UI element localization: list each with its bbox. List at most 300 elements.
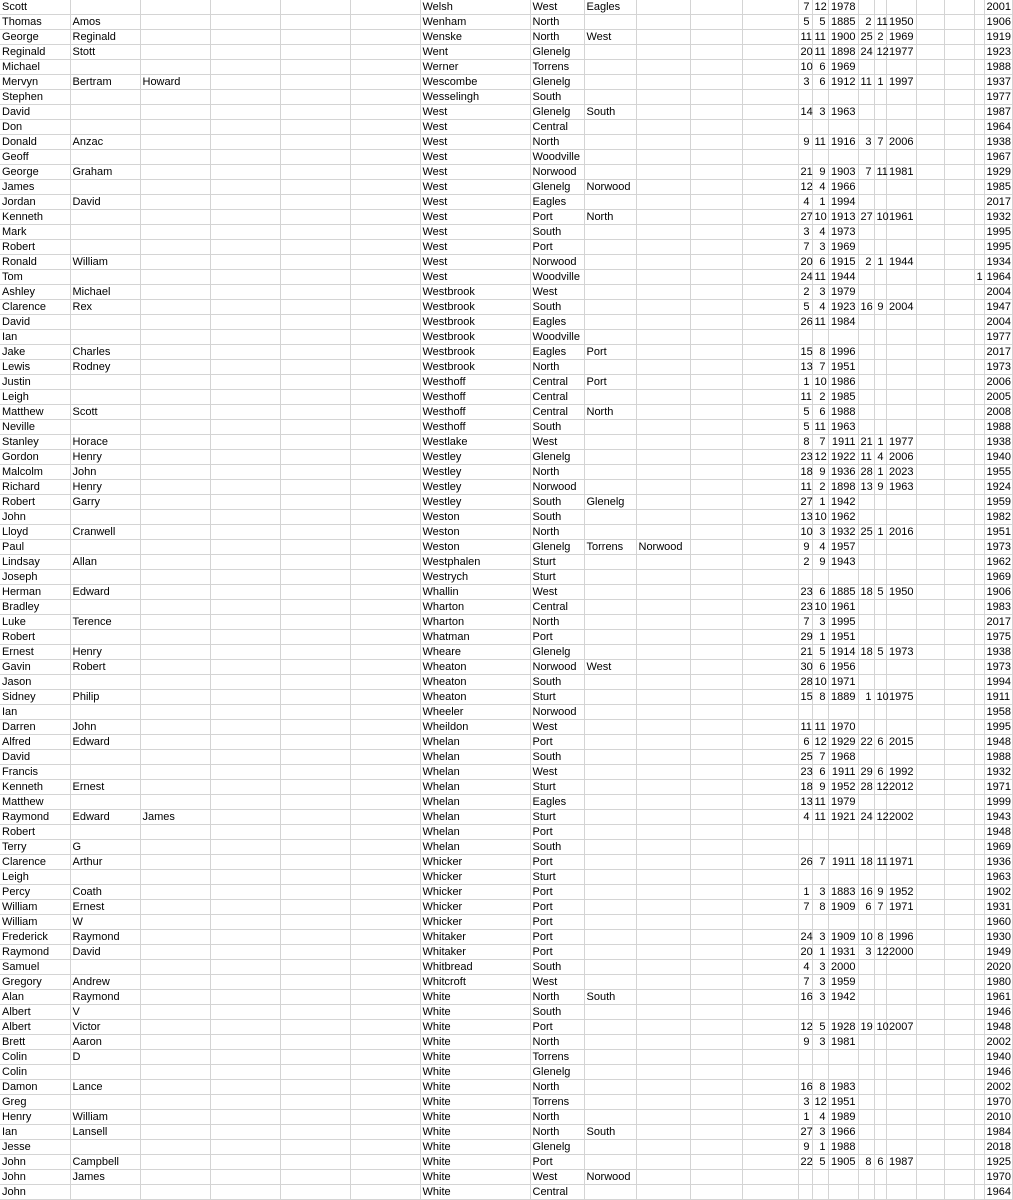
cell[interactable]: William	[0, 915, 70, 930]
cell[interactable]: 1988	[984, 60, 1012, 75]
cell[interactable]: North	[584, 210, 636, 225]
cell[interactable]	[584, 330, 636, 345]
cell[interactable]	[584, 120, 636, 135]
cell[interactable]	[584, 900, 636, 915]
cell[interactable]	[70, 390, 140, 405]
cell[interactable]: Westphalen	[420, 555, 530, 570]
cell[interactable]	[140, 915, 210, 930]
cell[interactable]	[584, 840, 636, 855]
cell[interactable]	[858, 915, 874, 930]
cell[interactable]	[350, 795, 420, 810]
cell[interactable]	[636, 885, 690, 900]
cell[interactable]	[944, 105, 974, 120]
cell[interactable]: John	[0, 510, 70, 525]
cell[interactable]	[944, 735, 974, 750]
cell[interactable]	[944, 285, 974, 300]
cell[interactable]: Terence	[70, 615, 140, 630]
cell[interactable]: 1	[798, 375, 812, 390]
cell[interactable]	[944, 870, 974, 885]
cell[interactable]	[916, 1050, 944, 1065]
cell[interactable]	[974, 705, 984, 720]
cell[interactable]	[690, 570, 742, 585]
cell[interactable]	[944, 1140, 974, 1155]
cell[interactable]: 1971	[984, 780, 1012, 795]
cell[interactable]: South	[530, 495, 584, 510]
cell[interactable]	[636, 990, 690, 1005]
cell[interactable]	[280, 510, 350, 525]
cell[interactable]	[874, 1080, 886, 1095]
cell[interactable]: 11	[874, 15, 886, 30]
cell[interactable]: Whatman	[420, 630, 530, 645]
cell[interactable]	[916, 300, 944, 315]
cell[interactable]	[690, 1065, 742, 1080]
cell[interactable]	[690, 210, 742, 225]
cell[interactable]: Greg	[0, 1095, 70, 1110]
cell[interactable]	[210, 645, 280, 660]
cell[interactable]	[858, 1140, 874, 1155]
cell[interactable]: 1883	[828, 885, 858, 900]
cell[interactable]	[916, 210, 944, 225]
cell[interactable]	[280, 495, 350, 510]
cell[interactable]	[812, 1005, 828, 1020]
cell[interactable]	[874, 825, 886, 840]
cell[interactable]	[350, 75, 420, 90]
cell[interactable]: Whicker	[420, 855, 530, 870]
cell[interactable]: Robert	[0, 240, 70, 255]
cell[interactable]	[350, 375, 420, 390]
cell[interactable]: David	[70, 195, 140, 210]
cell[interactable]: 3	[812, 1035, 828, 1050]
cell[interactable]	[140, 30, 210, 45]
cell[interactable]	[636, 210, 690, 225]
cell[interactable]: Damon	[0, 1080, 70, 1095]
cell[interactable]: 3	[812, 885, 828, 900]
cell[interactable]	[874, 495, 886, 510]
cell[interactable]	[690, 765, 742, 780]
cell[interactable]	[874, 870, 886, 885]
cell[interactable]	[944, 690, 974, 705]
cell[interactable]	[584, 615, 636, 630]
cell[interactable]: 1988	[828, 1140, 858, 1155]
cell[interactable]	[886, 495, 916, 510]
cell[interactable]	[742, 345, 798, 360]
cell[interactable]: 12	[798, 180, 812, 195]
cell[interactable]: Terry	[0, 840, 70, 855]
cell[interactable]	[944, 165, 974, 180]
cell[interactable]	[690, 825, 742, 840]
cell[interactable]	[886, 420, 916, 435]
cell[interactable]	[916, 165, 944, 180]
cell[interactable]: 10	[798, 525, 812, 540]
cell[interactable]	[70, 825, 140, 840]
cell[interactable]: 2010	[984, 1110, 1012, 1125]
cell[interactable]: 11	[812, 45, 828, 60]
cell[interactable]	[690, 60, 742, 75]
cell[interactable]	[210, 885, 280, 900]
cell[interactable]	[584, 300, 636, 315]
cell[interactable]	[974, 825, 984, 840]
cell[interactable]: Bertram	[70, 75, 140, 90]
cell[interactable]	[874, 345, 886, 360]
cell[interactable]	[974, 360, 984, 375]
cell[interactable]: G	[70, 840, 140, 855]
cell[interactable]: 3	[812, 105, 828, 120]
cell[interactable]	[886, 225, 916, 240]
cell[interactable]	[690, 390, 742, 405]
cell[interactable]	[690, 600, 742, 615]
cell[interactable]	[636, 30, 690, 45]
cell[interactable]: Stanley	[0, 435, 70, 450]
cell[interactable]: Sturt	[530, 555, 584, 570]
cell[interactable]: Whicker	[420, 900, 530, 915]
cell[interactable]: Arthur	[70, 855, 140, 870]
cell[interactable]: 3	[858, 945, 874, 960]
cell[interactable]	[858, 150, 874, 165]
cell[interactable]	[916, 510, 944, 525]
cell[interactable]: North	[530, 1125, 584, 1140]
cell[interactable]	[636, 1065, 690, 1080]
cell[interactable]	[280, 555, 350, 570]
cell[interactable]	[742, 270, 798, 285]
cell[interactable]: 1942	[828, 495, 858, 510]
cell[interactable]	[874, 1110, 886, 1125]
cell[interactable]	[280, 735, 350, 750]
cell[interactable]	[584, 465, 636, 480]
cell[interactable]: 1937	[984, 75, 1012, 90]
cell[interactable]	[584, 315, 636, 330]
cell[interactable]	[210, 765, 280, 780]
cell[interactable]: 5	[798, 300, 812, 315]
cell[interactable]	[140, 45, 210, 60]
cell[interactable]	[916, 960, 944, 975]
cell[interactable]: 1916	[828, 135, 858, 150]
cell[interactable]	[636, 705, 690, 720]
cell[interactable]: 1963	[828, 420, 858, 435]
cell[interactable]	[812, 90, 828, 105]
cell[interactable]	[350, 720, 420, 735]
cell[interactable]	[70, 315, 140, 330]
cell[interactable]	[886, 360, 916, 375]
cell[interactable]	[974, 150, 984, 165]
cell[interactable]	[742, 645, 798, 660]
cell[interactable]	[140, 300, 210, 315]
cell[interactable]	[812, 1065, 828, 1080]
cell[interactable]	[974, 915, 984, 930]
cell[interactable]	[350, 1095, 420, 1110]
cell[interactable]	[828, 840, 858, 855]
cell[interactable]	[690, 705, 742, 720]
cell[interactable]: South	[530, 675, 584, 690]
cell[interactable]: 11	[812, 810, 828, 825]
cell[interactable]	[210, 615, 280, 630]
cell[interactable]	[742, 915, 798, 930]
cell[interactable]: 1938	[984, 435, 1012, 450]
cell[interactable]	[210, 285, 280, 300]
cell[interactable]	[858, 1035, 874, 1050]
cell[interactable]	[944, 660, 974, 675]
cell[interactable]	[350, 1080, 420, 1095]
cell[interactable]: 1909	[828, 930, 858, 945]
cell[interactable]	[350, 270, 420, 285]
cell[interactable]	[742, 450, 798, 465]
cell[interactable]	[210, 480, 280, 495]
cell[interactable]: Aaron	[70, 1035, 140, 1050]
cell[interactable]: Edward	[70, 735, 140, 750]
cell[interactable]	[944, 1185, 974, 1200]
cell[interactable]	[916, 645, 944, 660]
cell[interactable]	[210, 585, 280, 600]
cell[interactable]	[584, 855, 636, 870]
cell[interactable]	[742, 870, 798, 885]
cell[interactable]: Westley	[420, 480, 530, 495]
cell[interactable]	[210, 75, 280, 90]
cell[interactable]: 6	[812, 765, 828, 780]
cell[interactable]	[350, 915, 420, 930]
cell[interactable]: 13	[798, 795, 812, 810]
cell[interactable]: West	[530, 435, 584, 450]
cell[interactable]	[584, 510, 636, 525]
cell[interactable]: Ashley	[0, 285, 70, 300]
cell[interactable]	[636, 1110, 690, 1125]
cell[interactable]: South	[530, 960, 584, 975]
cell[interactable]	[974, 900, 984, 915]
cell[interactable]	[70, 120, 140, 135]
cell[interactable]	[944, 810, 974, 825]
cell[interactable]	[828, 570, 858, 585]
cell[interactable]	[584, 1020, 636, 1035]
cell[interactable]	[70, 375, 140, 390]
cell[interactable]	[944, 45, 974, 60]
cell[interactable]	[584, 585, 636, 600]
cell[interactable]	[742, 990, 798, 1005]
cell[interactable]	[210, 435, 280, 450]
cell[interactable]	[350, 105, 420, 120]
cell[interactable]	[858, 825, 874, 840]
cell[interactable]: 6	[874, 765, 886, 780]
cell[interactable]	[350, 1050, 420, 1065]
cell[interactable]	[636, 870, 690, 885]
cell[interactable]	[858, 1050, 874, 1065]
cell[interactable]: George	[0, 30, 70, 45]
cell[interactable]	[798, 570, 812, 585]
cell[interactable]	[280, 1110, 350, 1125]
cell[interactable]: 7	[798, 615, 812, 630]
cell[interactable]	[636, 525, 690, 540]
cell[interactable]: 1938	[984, 135, 1012, 150]
cell[interactable]	[140, 1080, 210, 1095]
cell[interactable]: 2	[798, 555, 812, 570]
cell[interactable]: 1905	[828, 1155, 858, 1170]
cell[interactable]	[874, 0, 886, 15]
cell[interactable]: 4	[798, 810, 812, 825]
cell[interactable]	[974, 510, 984, 525]
cell[interactable]: Michael	[70, 285, 140, 300]
cell[interactable]	[974, 585, 984, 600]
cell[interactable]: Edward	[70, 585, 140, 600]
cell[interactable]	[858, 870, 874, 885]
cell[interactable]	[886, 1080, 916, 1095]
cell[interactable]	[140, 975, 210, 990]
cell[interactable]: 3	[798, 1095, 812, 1110]
cell[interactable]: Westrych	[420, 570, 530, 585]
cell[interactable]: Ernest	[0, 645, 70, 660]
cell[interactable]	[350, 45, 420, 60]
cell[interactable]	[944, 1050, 974, 1065]
cell[interactable]: 2	[874, 30, 886, 45]
cell[interactable]	[742, 780, 798, 795]
cell[interactable]	[690, 510, 742, 525]
cell[interactable]: 1959	[828, 975, 858, 990]
cell[interactable]: John	[0, 1155, 70, 1170]
cell[interactable]	[636, 675, 690, 690]
cell[interactable]	[636, 645, 690, 660]
cell[interactable]: 1950	[886, 585, 916, 600]
cell[interactable]	[742, 135, 798, 150]
cell[interactable]	[742, 525, 798, 540]
cell[interactable]: 2	[812, 480, 828, 495]
cell[interactable]	[690, 450, 742, 465]
cell[interactable]	[742, 675, 798, 690]
cell[interactable]	[280, 855, 350, 870]
cell[interactable]: 1948	[984, 1020, 1012, 1035]
cell[interactable]: Wescombe	[420, 75, 530, 90]
cell[interactable]	[974, 15, 984, 30]
cell[interactable]	[280, 1035, 350, 1050]
cell[interactable]	[858, 540, 874, 555]
cell[interactable]: 9	[812, 555, 828, 570]
cell[interactable]: 6	[812, 255, 828, 270]
cell[interactable]: Port	[530, 1155, 584, 1170]
cell[interactable]	[210, 150, 280, 165]
cell[interactable]: 11	[858, 75, 874, 90]
cell[interactable]	[690, 1095, 742, 1110]
cell[interactable]: 1932	[984, 765, 1012, 780]
cell[interactable]: Woodville	[530, 270, 584, 285]
cell[interactable]	[858, 960, 874, 975]
cell[interactable]	[974, 1170, 984, 1185]
cell[interactable]	[742, 195, 798, 210]
cell[interactable]: 1980	[984, 975, 1012, 990]
cell[interactable]: John	[70, 720, 140, 735]
cell[interactable]: 1947	[984, 300, 1012, 315]
cell[interactable]: 1958	[984, 705, 1012, 720]
cell[interactable]	[886, 915, 916, 930]
cell[interactable]: Henry	[0, 1110, 70, 1125]
cell[interactable]: South	[530, 90, 584, 105]
cell[interactable]	[742, 1155, 798, 1170]
cell[interactable]	[140, 675, 210, 690]
cell[interactable]	[140, 1050, 210, 1065]
cell[interactable]: South	[530, 420, 584, 435]
cell[interactable]: Francis	[0, 765, 70, 780]
cell[interactable]: 30	[798, 660, 812, 675]
cell[interactable]: Graham	[70, 165, 140, 180]
cell[interactable]	[690, 120, 742, 135]
cell[interactable]	[584, 705, 636, 720]
cell[interactable]	[916, 690, 944, 705]
cell[interactable]: Westbrook	[420, 360, 530, 375]
cell[interactable]: 18	[798, 780, 812, 795]
cell[interactable]: Alfred	[0, 735, 70, 750]
cell[interactable]	[350, 420, 420, 435]
cell[interactable]	[874, 1140, 886, 1155]
cell[interactable]	[210, 1065, 280, 1080]
cell[interactable]: Stott	[70, 45, 140, 60]
cell[interactable]: 6	[812, 660, 828, 675]
cell[interactable]: 1885	[828, 585, 858, 600]
cell[interactable]: 5	[874, 585, 886, 600]
cell[interactable]	[944, 1095, 974, 1110]
cell[interactable]	[584, 255, 636, 270]
cell[interactable]: 1919	[984, 30, 1012, 45]
cell[interactable]	[280, 1095, 350, 1110]
cell[interactable]	[944, 750, 974, 765]
cell[interactable]	[974, 420, 984, 435]
cell[interactable]	[886, 0, 916, 15]
cell[interactable]: Whallin	[420, 585, 530, 600]
cell[interactable]: Wharton	[420, 615, 530, 630]
cell[interactable]	[944, 465, 974, 480]
cell[interactable]: W	[70, 915, 140, 930]
cell[interactable]	[210, 1140, 280, 1155]
cell[interactable]: Glenelg	[530, 75, 584, 90]
cell[interactable]	[916, 195, 944, 210]
cell[interactable]	[690, 645, 742, 660]
cell[interactable]: 1966	[828, 1125, 858, 1140]
cell[interactable]	[140, 780, 210, 795]
cell[interactable]	[350, 555, 420, 570]
cell[interactable]	[636, 240, 690, 255]
cell[interactable]: Eagles	[530, 795, 584, 810]
cell[interactable]	[140, 750, 210, 765]
cell[interactable]	[916, 795, 944, 810]
cell[interactable]	[280, 705, 350, 720]
cell[interactable]: 7	[812, 435, 828, 450]
cell[interactable]	[280, 795, 350, 810]
cell[interactable]: 1964	[984, 1185, 1012, 1200]
cell[interactable]	[858, 60, 874, 75]
cell[interactable]: Don	[0, 120, 70, 135]
cell[interactable]: 1923	[828, 300, 858, 315]
cell[interactable]	[140, 225, 210, 240]
cell[interactable]	[210, 1125, 280, 1140]
cell[interactable]	[974, 1005, 984, 1020]
cell[interactable]	[140, 615, 210, 630]
cell[interactable]	[874, 540, 886, 555]
cell[interactable]	[874, 720, 886, 735]
cell[interactable]	[636, 345, 690, 360]
cell[interactable]	[974, 1080, 984, 1095]
cell[interactable]	[798, 150, 812, 165]
cell[interactable]	[70, 765, 140, 780]
cell[interactable]	[350, 435, 420, 450]
cell[interactable]	[690, 1125, 742, 1140]
cell[interactable]	[280, 255, 350, 270]
cell[interactable]	[974, 750, 984, 765]
cell[interactable]: Whitaker	[420, 930, 530, 945]
cell[interactable]	[140, 345, 210, 360]
cell[interactable]	[636, 825, 690, 840]
cell[interactable]	[874, 615, 886, 630]
cell[interactable]	[974, 945, 984, 960]
cell[interactable]	[798, 90, 812, 105]
cell[interactable]	[742, 420, 798, 435]
cell[interactable]: Robert	[0, 495, 70, 510]
cell[interactable]	[140, 510, 210, 525]
cell[interactable]	[210, 735, 280, 750]
cell[interactable]	[742, 30, 798, 45]
cell[interactable]	[812, 570, 828, 585]
